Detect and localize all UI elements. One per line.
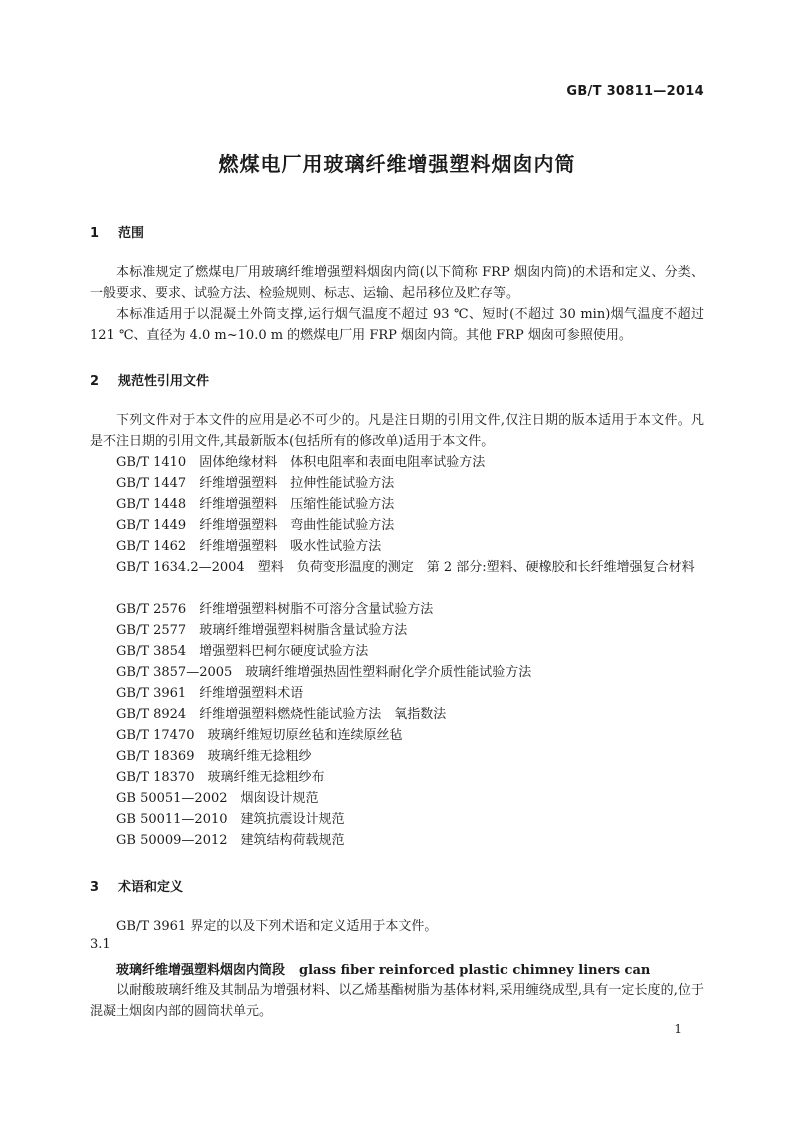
reference-item: GB/T 17470 玻璃纤维短切原丝毡和连续原丝毡 bbox=[116, 728, 403, 743]
document-title: 燃煤电厂用玻璃纤维增强塑料烟囱内筒 bbox=[218, 152, 576, 176]
reference-item: GB/T 3854 增强塑料巴柯尔硬度试验方法 bbox=[116, 644, 369, 659]
reference-item: GB/T 18370 玻璃纤维无捻粗纱布 bbox=[116, 770, 325, 785]
term-definition: 以耐酸玻璃纤维及其制品为增强材料、以乙烯基酯树脂为基体材料,采用缠绕成型,具有一定长度的,位于混凝土烟囱内部的圆筒状单元。 bbox=[90, 983, 704, 1019]
clause-number: 3.1 bbox=[90, 937, 111, 952]
section-1-paragraph-1: 本标准规定了燃煤电厂用玻璃纤维增强塑料烟囱内筒(以下简称 FRP 烟囱内筒)的术语和定义、分类、一般要求、要求、试验方法、检验规则、标志、运输、起吊移位及贮存等。 bbox=[90, 265, 704, 301]
reference-item: GB/T 1410 固体绝缘材料 体积电阻率和表面电阻率试验方法 bbox=[116, 455, 486, 470]
section-2-heading bbox=[90, 370, 209, 389]
section-number: 3 bbox=[90, 880, 100, 895]
reference-item: GB/T 3857—2005 玻璃纤维增强热固性塑料耐化学介质性能试验方法 bbox=[116, 665, 532, 680]
section-2-paragraph-1: 下列文件对于本文件的应用是必不可少的。凡是注日期的引用文件,仅注日期的版本适用于本文件。凡是不注日期的引用文件,其最新版本(包括所有的修改单)适用于本文件。 bbox=[90, 413, 704, 449]
section-1-paragraph-2: 本标准适用于以混凝土外筒支撑,运行烟气温度不超过 93 ℃、短时(不超过 30 min)烟气温度不超过 121 ℃、直径为 4.0 m~10.0 m 的燃煤电厂用 FRP 烟囱内筒。其他 FRP 烟囱可参照使用。 bbox=[90, 307, 704, 343]
reference-item: GB/T 2577 玻璃纤维增强塑料树脂含量试验方法 bbox=[116, 623, 408, 638]
section-3-paragraph-1: GB/T 3961 界定的以及下列术语和定义适用于本文件。 bbox=[116, 919, 438, 934]
reference-item: GB/T 1447 纤维增强塑料 拉伸性能试验方法 bbox=[116, 476, 395, 491]
reference-item: GB/T 3961 纤维增强塑料术语 bbox=[116, 686, 304, 701]
term-english: glass fiber reinforced plastic chimney liners can bbox=[299, 963, 651, 978]
reference-item: GB/T 18369 玻璃纤维无捻粗纱 bbox=[116, 749, 312, 764]
reference-item: GB/T 1448 纤维增强塑料 压缩性能试验方法 bbox=[116, 497, 395, 512]
reference-item: GB/T 1634.2—2004 塑料 负荷变形温度的测定 第 2 部分:塑料、硬橡胶和长纤维增强复合材料 bbox=[116, 560, 695, 575]
standard-code: GB/T 30811—2014 bbox=[566, 84, 704, 99]
reference-item: GB 50051—2002 烟囱设计规范 bbox=[116, 791, 319, 806]
section-title: 范围 bbox=[118, 226, 145, 241]
term-entry bbox=[116, 959, 650, 978]
section-1-heading bbox=[90, 222, 144, 241]
section-title: 术语和定义 bbox=[118, 880, 184, 895]
section-title: 规范性引用文件 bbox=[118, 374, 210, 389]
page-number: 1 bbox=[674, 1022, 682, 1036]
reference-item: GB 50011—2010 建筑抗震设计规范 bbox=[116, 812, 345, 827]
reference-item: GB 50009—2012 建筑结构荷载规范 bbox=[116, 833, 345, 848]
reference-item: GB/T 2576 纤维增强塑料树脂不可溶分含量试验方法 bbox=[116, 602, 434, 617]
term-chinese: 玻璃纤维增强塑料烟囱内筒段 bbox=[116, 963, 286, 978]
section-number: 1 bbox=[90, 226, 100, 241]
section-number: 2 bbox=[90, 374, 100, 389]
reference-item: GB/T 1462 纤维增强塑料 吸水性试验方法 bbox=[116, 539, 382, 554]
reference-item: GB/T 8924 纤维增强塑料燃烧性能试验方法 氧指数法 bbox=[116, 707, 447, 722]
reference-item: GB/T 1449 纤维增强塑料 弯曲性能试验方法 bbox=[116, 518, 395, 533]
section-3-heading bbox=[90, 876, 183, 895]
